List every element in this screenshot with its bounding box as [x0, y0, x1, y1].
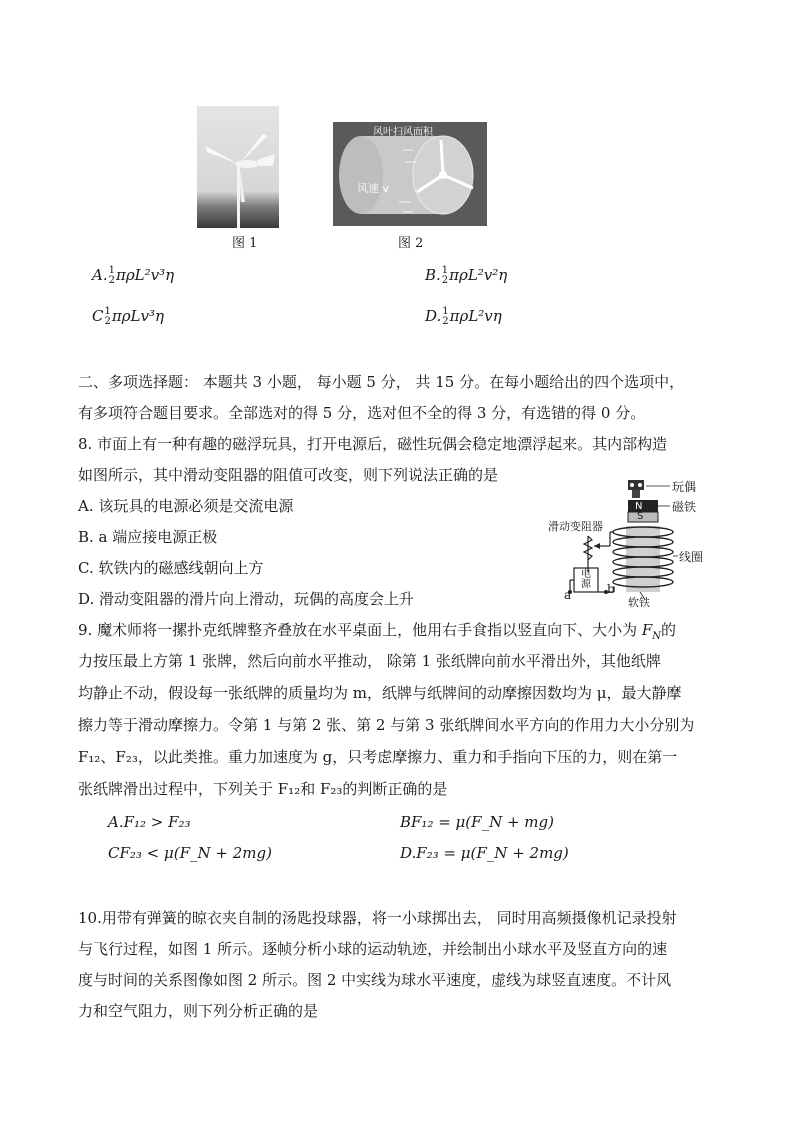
figure-2-caption: 图 2 — [398, 236, 424, 251]
q9-option-d: D.F₂₃ = μ(F_N + 2mg) — [400, 844, 569, 862]
q9-line-3: 均静止不动，假设每一张纸牌的质量均为 m，纸牌与纸牌间的动摩擦因数均为 μ，最大静摩 — [78, 684, 682, 702]
magnet-s-label: S — [637, 511, 644, 522]
magnet-n-label: N — [635, 501, 643, 512]
wind-speed-label: 风速 v — [357, 182, 390, 195]
figure-1-caption: 图 1 — [232, 236, 258, 251]
terminal-b-label: b — [607, 582, 615, 596]
q8-option-b: B. a 端应接电源正极 — [78, 528, 218, 546]
q8-option-c: C. 软铁内的磁感线朝向上方 — [78, 559, 264, 577]
option-b: B. 1 2 πρL²v²η — [425, 265, 508, 286]
section-2-line-2: 有多项符合题目要求。全部选对的得 5 分，选对但不全的得 3 分，有选错的得 0 分。 — [78, 404, 646, 422]
terminal-a-label: a — [564, 588, 572, 602]
soft-iron-label: 软铁 — [628, 596, 650, 609]
q10-line-1: 10.用带有弹簧的晾衣夹自制的汤匙投球器，将一小球掷出去， 同时用高频摄像机记录投射 — [78, 909, 677, 927]
q9-option-a: A.F₁₂ > F₂₃ — [108, 813, 191, 831]
q8-line-2: 如图所示，其中滑动变阻器的阻值可改变，则下列说法正确的是 — [78, 466, 499, 484]
q9-line-4: 擦力等于滑动摩擦力。令第 1 与第 2 张、第 2 与第 3 张纸牌间水平方向的作用力大小分别为 — [78, 716, 695, 734]
swept-area-label: 风叶扫风面积 — [373, 127, 433, 138]
q8-option-d: D. 滑动变阻器的滑片向上滑动，玩偶的高度会上升 — [78, 590, 415, 608]
q9-line-6: 张纸牌滑出过程中，下列关于 F₁₂和 F₂₃的判断正确的是 — [78, 780, 448, 798]
q9-line-1: 9. 魔术师将一摞扑克纸牌整齐叠放在水平桌面上，他用右手食指以竖直向下、大小为 $F_N$的 — [78, 621, 677, 642]
power-source-label: 电源 — [581, 569, 591, 590]
magnet-label: 磁铁 — [672, 500, 697, 514]
option-c: C 1 2 πρLv³η — [92, 306, 164, 327]
option-a: A. 1 2 πρL²v³η — [92, 265, 175, 286]
toy-label: 玩偶 — [672, 480, 697, 494]
q8-option-a: A. 该玩具的电源必须是交流电源 — [78, 497, 294, 515]
q10-line-4: 力和空气阻力，则下列分析正确的是 — [78, 1002, 319, 1020]
coil-label: 线圈 — [679, 550, 704, 564]
q9-option-c: CF₂₃ < μ(F_N + 2mg) — [108, 844, 272, 862]
q8-line-1: 8. 市面上有一种有趣的磁浮玩具，打开电源后，磁性玩偶会稳定地漂浮起来。其内部构造 — [78, 435, 668, 453]
q10-line-3: 度与时间的关系图像如图 2 所示。图 2 中实线为球水平速度，虚线为球竖直速度。不计风 — [78, 971, 672, 989]
q9-line-2: 力按压最上方第 1 张牌，然后向前水平推动， 除第 1 张纸牌向前水平滑出外，其他纸牌 — [78, 652, 661, 670]
q9-line-5: F₁₂、F₂₃，以此类推。重力加速度为 g，只考虑摩擦力、重力和手指向下压的力，则在第一 — [78, 748, 678, 766]
section-2-line-1: 二、多项选择题： 本题共 3 小题， 每小题 5 分， 共 15 分。在每小题给出的四个选项中， — [78, 373, 685, 391]
option-d: D. 1 2 πρL²vη — [425, 306, 502, 327]
q9-option-b: BF₁₂ = μ(F_N + mg) — [400, 813, 554, 831]
rheostat-label: 滑动变阻器 — [548, 520, 603, 533]
wind-turbine-photo — [197, 106, 279, 228]
swept-area-diagram — [333, 122, 487, 226]
q10-line-2: 与飞行过程，如图 1 所示。逐帧分析小球的运动轨迹，并绘制出小球水平及竖直方向的速 — [78, 940, 668, 958]
maglev-diagram — [540, 476, 740, 609]
